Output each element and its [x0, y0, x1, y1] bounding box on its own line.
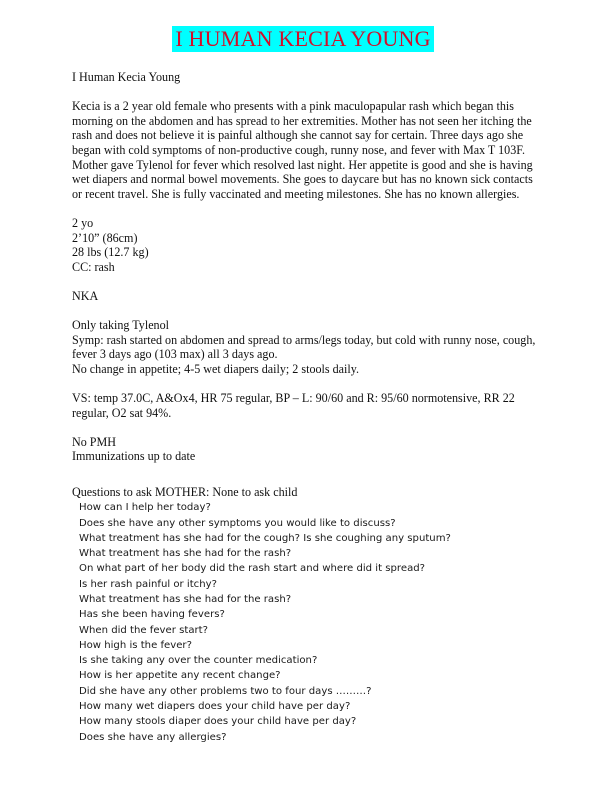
spacer — [72, 201, 540, 216]
question-item: Did she have any other problems two to four days ………? — [79, 685, 372, 697]
document-subtitle: I Human Kecia Young — [72, 70, 181, 84]
history-paragraph — [72, 99, 540, 201]
questions-header: Questions to ask MOTHER: None to ask child — [72, 484, 298, 499]
question-item: What treatment has she had for the rash? — [79, 548, 292, 560]
medication-line: Only taking Tylenol — [72, 318, 170, 333]
pmh-line: No PMH — [72, 434, 117, 449]
question-item: Does she have any allergies? — [79, 731, 227, 743]
question-item: On what part of her body did the rash start and where did it spread? — [79, 563, 426, 575]
history-line: rash and does not believe it is painful although she cannot say for certain. Three days ago she — [72, 128, 524, 143]
questions-section — [72, 485, 540, 745]
question-item: How can I help her today? — [79, 502, 211, 514]
allergies-line: NKA — [72, 288, 99, 303]
questions-list — [79, 500, 540, 745]
symptom-line: fever 3 days ago (103 max) all 3 days ago. — [72, 347, 278, 362]
spacer — [72, 464, 540, 479]
document-body — [72, 70, 540, 745]
age-line: 2 yo — [72, 215, 94, 230]
question-item: What treatment has she had for the rash? — [79, 594, 292, 605]
spacer — [72, 304, 540, 319]
question-item: What treatment has she had for the cough? Is she coughing any sputum? — [79, 532, 451, 544]
history-line: began with cold symptoms of non-productive cough, runny nose, and fever with Max T 103F. — [72, 142, 526, 157]
spacer — [72, 85, 540, 100]
pmh-block — [72, 435, 540, 464]
question-item: How high is the fever? — [79, 639, 192, 651]
spacer — [72, 420, 540, 435]
question-item: When did the fever start? — [79, 624, 208, 636]
chief-complaint-line: CC: rash — [72, 259, 115, 274]
question-item: How is her appetite any recent change? — [79, 670, 281, 682]
height-line: 2’10” (86cm) — [72, 230, 138, 245]
symptom-line: Symp: rash started on abdomen and spread to arms/legs today, but cold with runny nose, cough, — [72, 332, 536, 347]
history-line: morning on the abdomen and has spread to her extremities. Mother has not seen her itching the — [72, 113, 532, 128]
weight-line: 28 lbs (12.7 kg) — [72, 245, 149, 260]
history-line: Mother gave Tylenol for fever which resolved last night. Her appetite is good and she is having — [72, 157, 533, 172]
question-item: Is she taking any over the counter medication? — [79, 655, 318, 667]
question-item: How many wet diapers does your child have per day? — [79, 701, 351, 713]
question-item: Has she been having fevers? — [79, 609, 225, 621]
demographics-block — [72, 216, 540, 274]
question-item: How many stools diaper does your child have per day? — [79, 716, 357, 728]
vitals-line: regular, O2 sat 94%. — [72, 405, 172, 420]
history-line: or recent travel. She is fully vaccinated and meeting milestones. She has no known allergies. — [72, 186, 520, 201]
immunization-line: Immunizations up to date — [72, 449, 196, 464]
question-item: Does she have any other symptoms you would like to discuss? — [79, 517, 396, 529]
question-item: Is her rash painful or itchy? — [79, 578, 217, 590]
document-title: I HUMAN KECIA YOUNG — [172, 26, 433, 52]
vitals-block — [72, 391, 540, 420]
title-wrap — [0, 26, 606, 52]
medication-symptom-block — [72, 318, 540, 376]
spacer — [72, 376, 540, 391]
history-line: wet diapers and normal bowel movements. She goes to daycare but has no known sick contacts — [72, 172, 533, 187]
spacer — [72, 274, 540, 289]
appetite-line: No change in appetite; 4-5 wet diapers daily; 2 stools daily. — [72, 361, 360, 376]
history-line: Kecia is a 2 year old female who presents with a pink maculopapular rash which began this — [72, 99, 514, 114]
vitals-line: VS: temp 37.0C, A&Ox4, HR 75 regular, BP – L: 90/60 and R: 95/60 normotensive, RR 22 — [72, 391, 515, 406]
